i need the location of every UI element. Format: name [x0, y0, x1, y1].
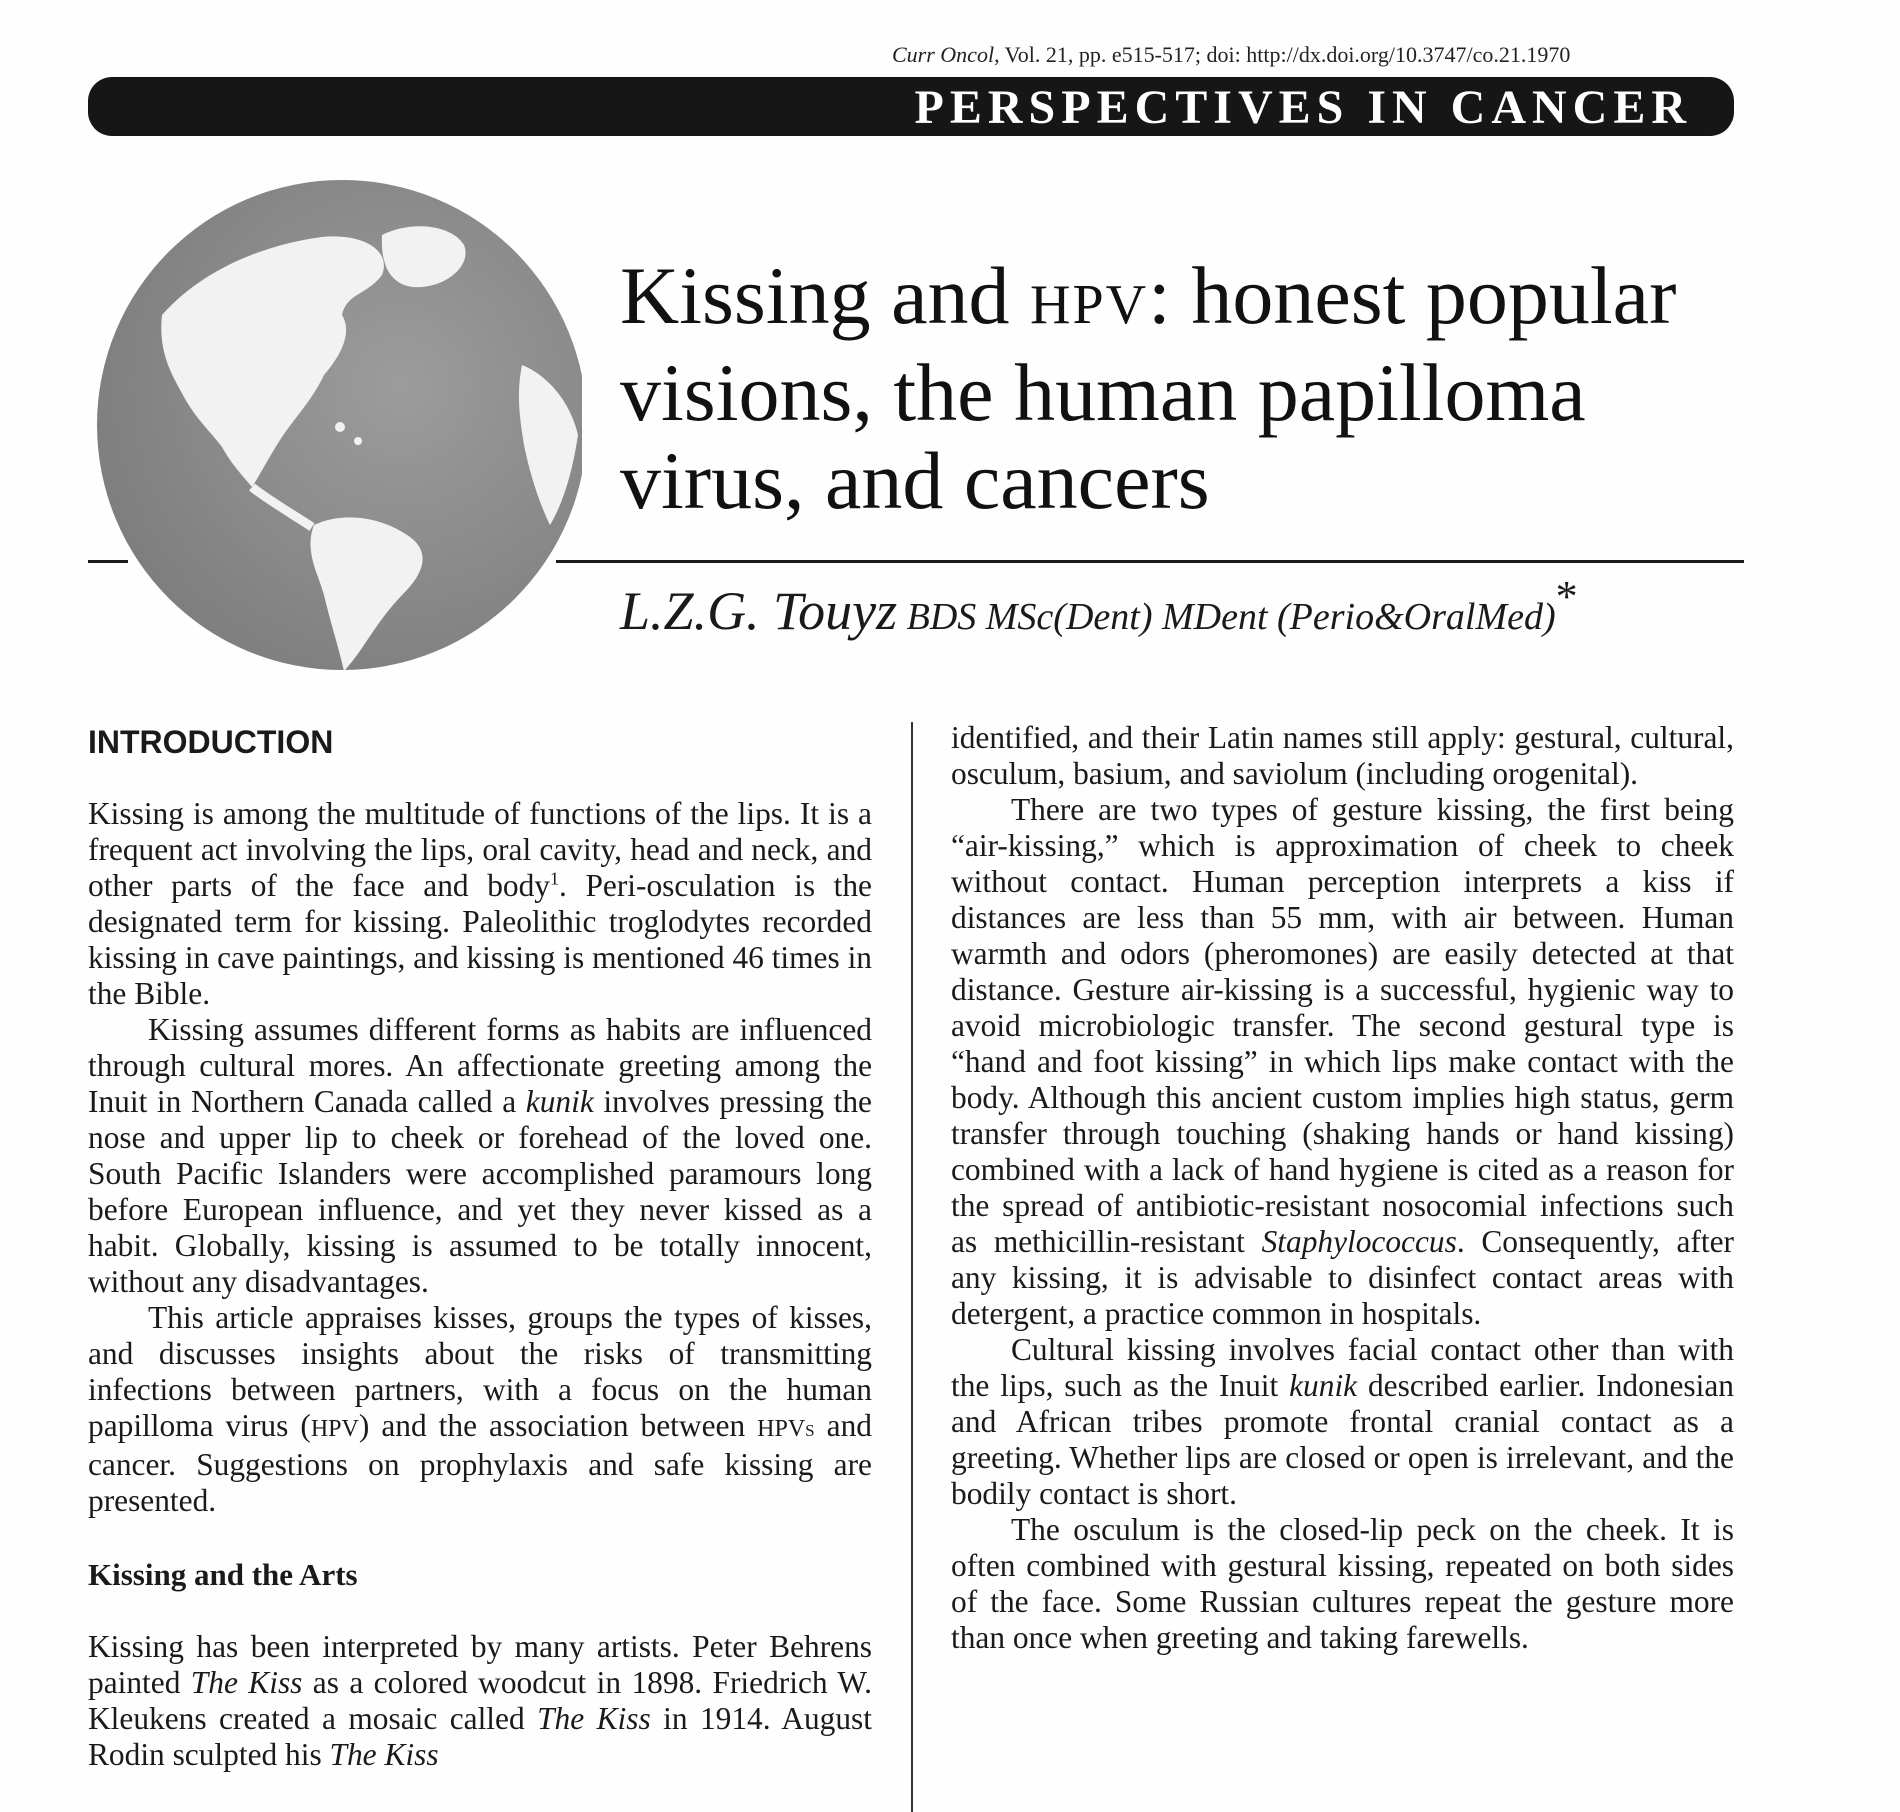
- title-hpv: HPV: [1030, 274, 1149, 336]
- artwork-title: The Kiss: [537, 1701, 651, 1736]
- text: involves pressing the nose and upper lip to cheek or forehead of the loved one. South Pacific Islanders were accomplished paramours long before European influence, and yet they never kissed as a habit. Globally, kissing is assumed to be totally innocent, without any disadvantages.: [88, 1084, 872, 1299]
- text: Kissing has been interpreted by many artists. Peter Behrens painted: [88, 1629, 872, 1700]
- citation-details: , Vol. 21, pp. e515-517; doi: http://dx.doi.org/10.3747/co.21.1970: [994, 42, 1571, 67]
- title-part-2: : honest popular visions, the human papilloma virus, and cancers: [620, 250, 1677, 526]
- section-banner: [88, 77, 1734, 136]
- reference-superscript: 1: [550, 868, 559, 889]
- text: . Peri-osculation is the designated term for kissing. Paleolithic troglodytes recorded kissing in cave paintings, and kissing is mentioned 46 times in the Bible.: [88, 868, 872, 1011]
- acronym: HPVs: [757, 1416, 815, 1442]
- italic-term: kunik: [525, 1084, 594, 1119]
- text: This article appraises kisses, groups the types of kisses, and discusses insights about the risks of transmitting infections between partners, with a focus on the human papilloma virus (: [88, 1300, 872, 1443]
- author-footnote-mark: *: [1555, 572, 1578, 621]
- intro-paragraph-1: [88, 796, 872, 1012]
- author-line: [620, 572, 1740, 642]
- types-paragraph-1: identified, and their Latin names still apply: gestural, cultural, osculum, basium, and saviolum (including orogenital).: [951, 720, 1734, 791]
- title-part-1: Kissing and: [620, 250, 1030, 341]
- italic-term: kunik: [1289, 1368, 1358, 1403]
- types-paragraph-2: [951, 792, 1734, 1332]
- intro-paragraph-3: [88, 1300, 872, 1519]
- text: described earlier. Indonesian and African tribes promote frontal cranial contact as a greeting. Whether lips are closed or open is irrelevant, and the bodily contact is short.: [951, 1368, 1735, 1511]
- globe-icon: [92, 175, 582, 675]
- citation-line: [892, 42, 1732, 68]
- artwork-title: The Kiss: [190, 1665, 303, 1700]
- title-rule-right: [556, 560, 1744, 563]
- journal-name: Curr Oncol: [892, 42, 995, 67]
- section-banner-text: PERSPECTIVES IN CANCER: [914, 81, 1692, 134]
- arts-paragraph-1: [88, 1629, 872, 1773]
- types-paragraph-4: The osculum is the closed-lip peck on the cheek. It is often combined with gestural kissing, repeated on both sides of the face. Some Russian cultures repeat the gesture more than once when greeting and taking farewells.: [951, 1512, 1734, 1655]
- text: Cultural kissing involves facial contact other than with the lips, such as the Inuit: [951, 1332, 1734, 1403]
- types-paragraph-3: [951, 1332, 1734, 1512]
- article-title: [620, 252, 1740, 525]
- acronym: HPV: [310, 1416, 359, 1442]
- text: . Consequently, after any kissing, it is advisable to disinfect contact areas with detergent, a practice common in hospitals.: [951, 1224, 1734, 1331]
- text: and cancer. Suggestions on prophylaxis and safe kissing are presented.: [88, 1408, 872, 1518]
- heading-kissing-arts: Kissing and the Arts: [88, 1557, 358, 1592]
- text: There are two types of gesture kissing, the first being “air-kissing,” which is approximation of cheek to cheek without contact. Human perception interprets a kiss if distances are less than 55 mm, with air between. Human warmth and odors (pheromones) are easily detected at that distance. Gesture air-kissing is a successful, hygienic way to avoid microbiologic transfer. The second gestural type is “hand and foot kissing” in which lips make contact with the body. Although this ancient custom implies high status, germ transfer through touching (shaking hands or hand kissing) combined with a lack of hand hygiene is cited as a reason for the spread of antibiotic-resistant nosocomial infections such as methicillin-resistant: [951, 792, 1734, 1259]
- text: as a colored woodcut in 1898. Friedrich W. Kleukens created a mosaic called: [88, 1665, 872, 1736]
- text: Kissing is among the multitude of functions of the lips. It is a frequent act involving the lips, oral cavity, head and neck, and other parts of the face and body: [88, 796, 872, 903]
- heading-introduction: INTRODUCTION: [88, 724, 334, 760]
- right-column: [951, 720, 1734, 1656]
- artwork-title: The Kiss: [329, 1737, 439, 1772]
- author-degrees: BDS MSc(Dent) MDent (Perio&OralMed): [897, 596, 1556, 638]
- left-column: [88, 720, 872, 1773]
- text: ) and the association between: [358, 1408, 758, 1443]
- title-rule-left: [88, 560, 128, 563]
- italic-term: Staphylococcus: [1261, 1224, 1457, 1259]
- text: Kissing assumes different forms as habits are influenced through cultural mores. An affectionate greeting among the Inuit in Northern Canada called a: [88, 1012, 872, 1119]
- author-name: L.Z.G. Touyz: [620, 581, 898, 641]
- text: in 1914. August Rodin sculpted his: [88, 1701, 872, 1772]
- intro-paragraph-2: [88, 1012, 872, 1300]
- column-divider: [911, 722, 913, 1812]
